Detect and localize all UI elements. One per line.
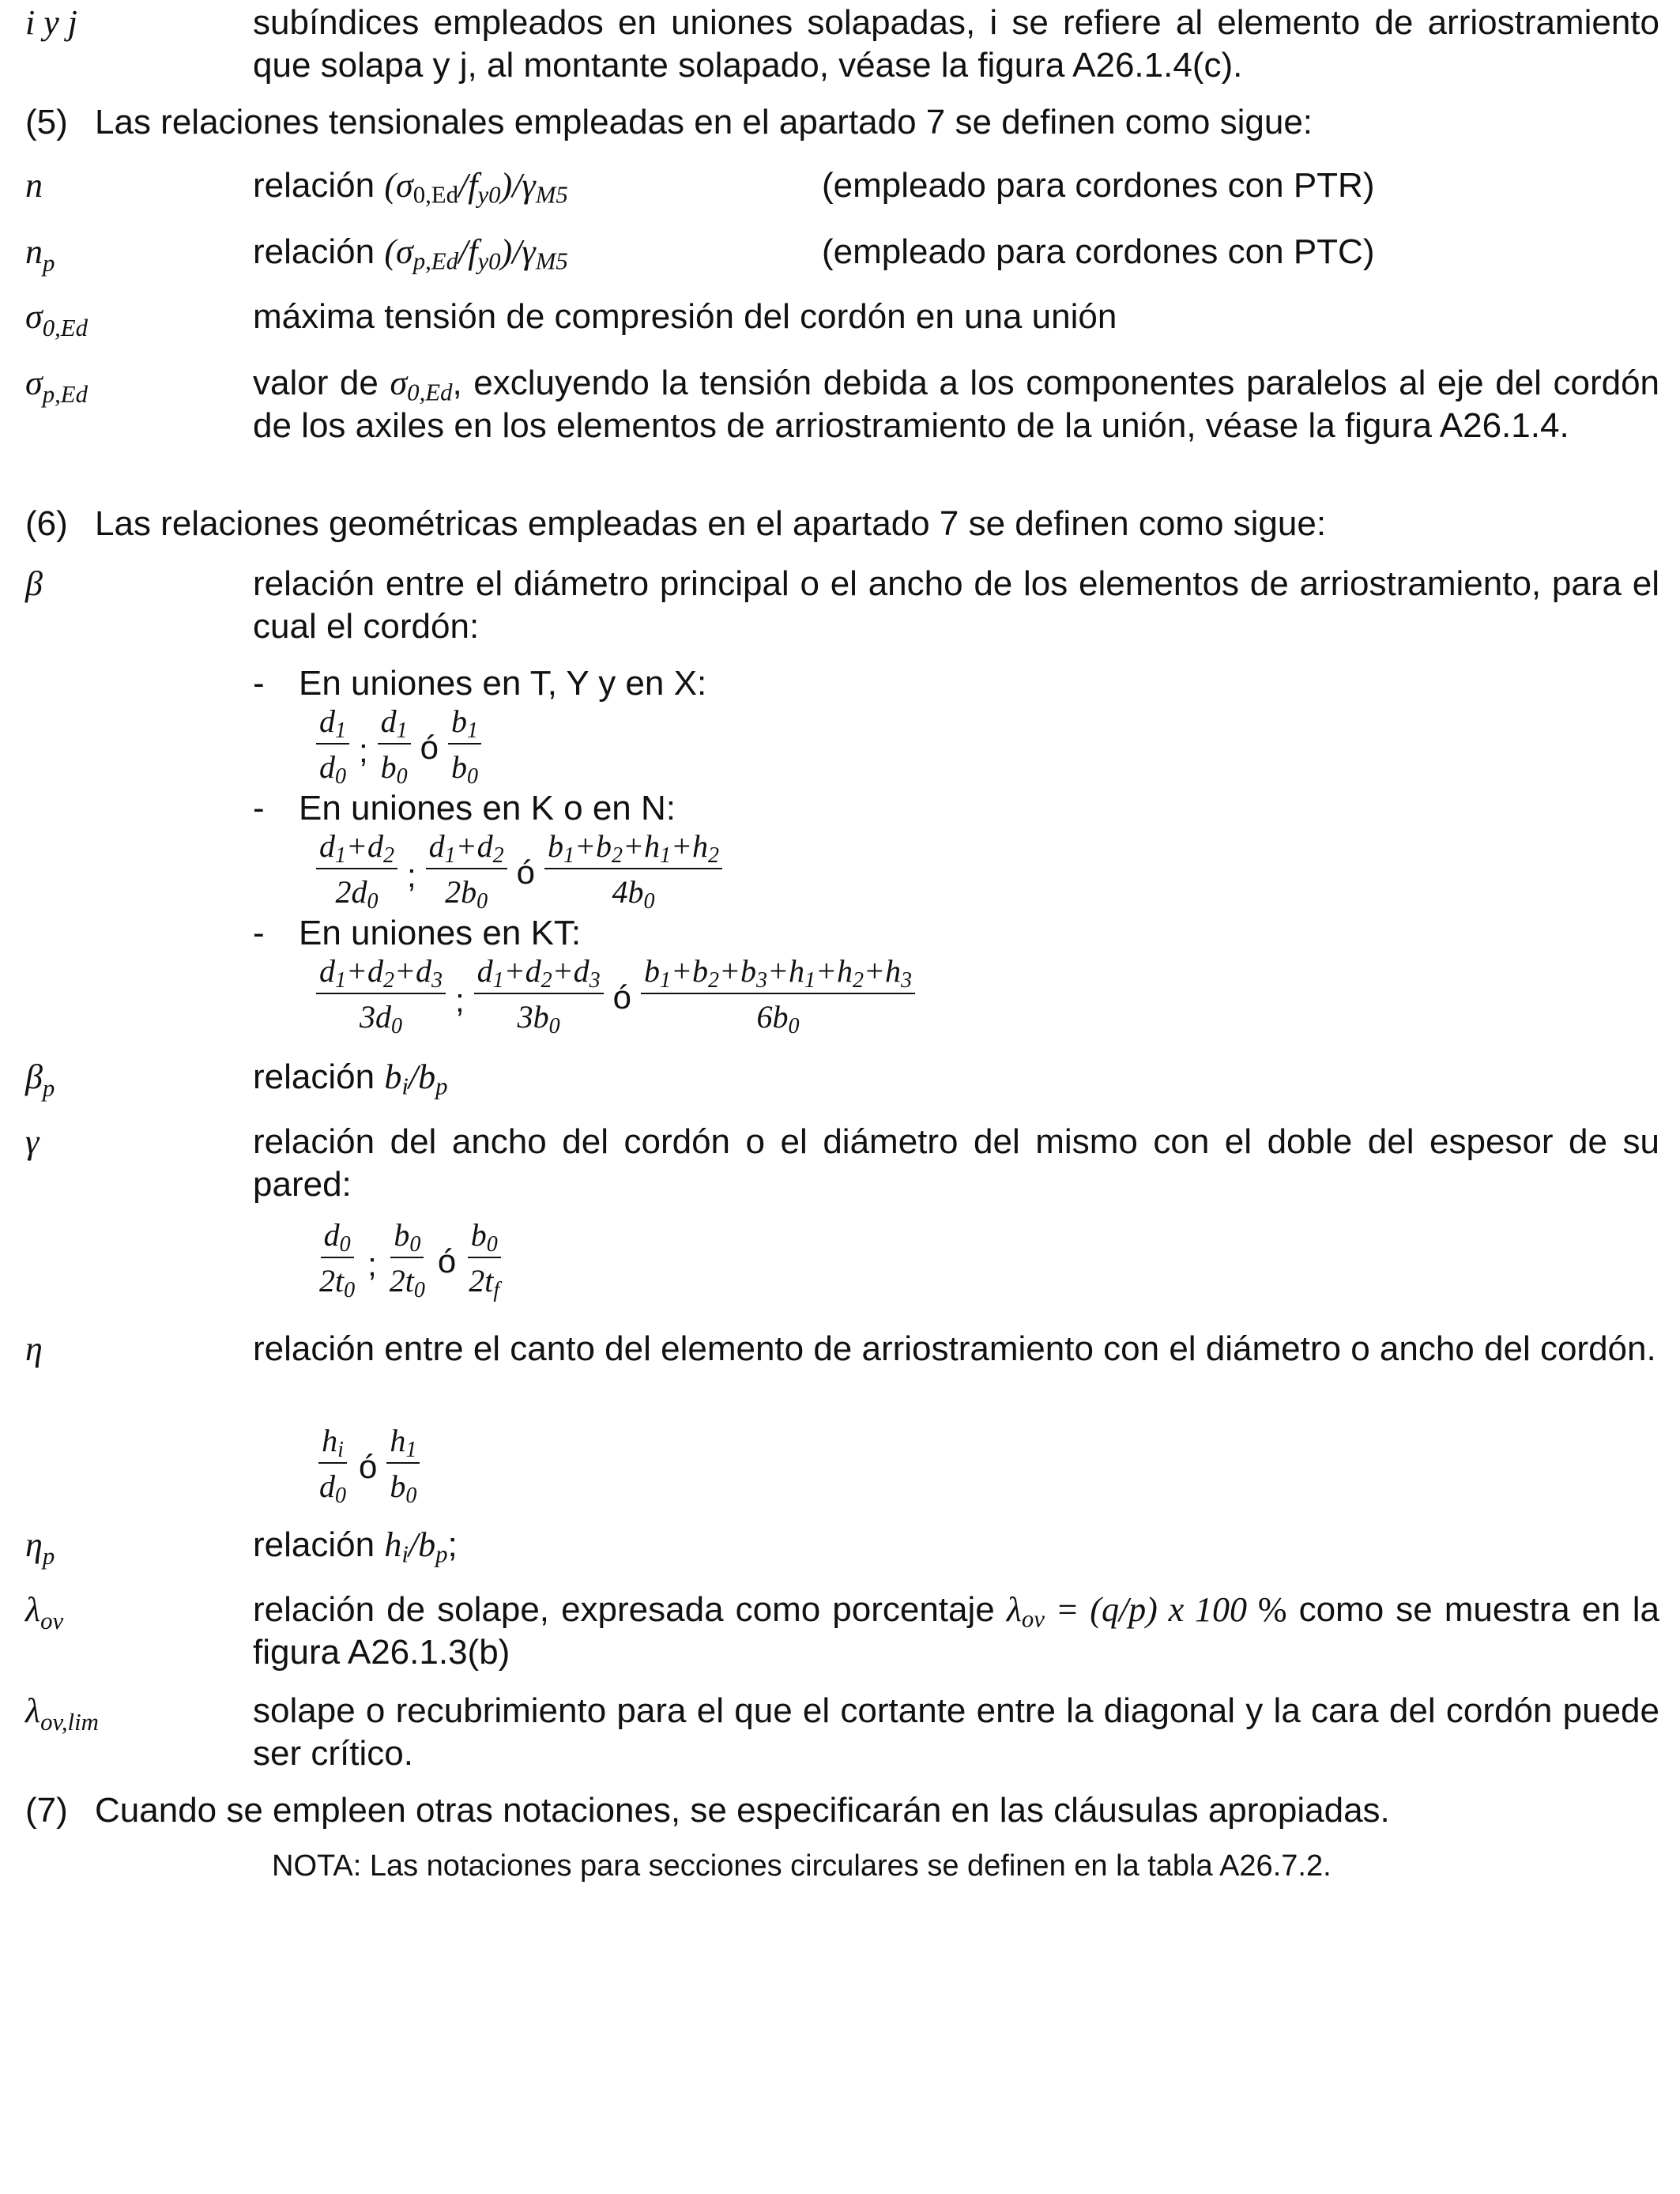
- formula-beta-kt: $\frac{d_1+d_2+d_3}{3d_0}$ ; $\frac{d_1+d_2+d_3}{3b_0}$ ó $\frac{b_1+b_2+b_3+h_1+h_2+h_3}{6b_0}$: [316, 953, 915, 1035]
- formula-eta: $\frac{h_i}{d_0}$ ó $\frac{h_1}{b_0}$: [316, 1423, 420, 1505]
- definition-lambda-ov: relación de solape, expresada como porcentaje $\lambda_{ov} = (q/p)$ x 100 % como se muestra en la figura A26.1.3(b): [253, 1590, 1659, 1672]
- bullet-kt: - En uniones en KT:: [253, 914, 582, 952]
- definition-sigma-0-ed: máxima tensión de compresión del cordón en una unión: [253, 297, 1117, 336]
- formula-n: $(\sigma_{0,Ed}/f_{y0})/\gamma_{M5}$: [384, 166, 568, 209]
- paragraph-7: (7) Cuando se empleen otras notaciones, se especificarán en las cláusulas apropiadas.: [25, 1791, 1390, 1830]
- symbol-gamma: γ: [25, 1122, 40, 1161]
- note-np: (empleado para cordones con PTC): [822, 232, 1375, 271]
- symbol-beta: β: [25, 564, 43, 603]
- symbol-sigma-p-ed: $\sigma_{p,Ed}$: [25, 364, 89, 408]
- paragraph-5: (5) Las relaciones tensionales empleadas en el apartado 7 se definen como sigue:: [25, 103, 1313, 141]
- definition-np: relación $(\sigma_{p,Ed}/f_{y0})/\gamma_{M5}$: [253, 232, 568, 275]
- symbol-lambda-ov-lim: $\lambda_{ov,lim}$: [25, 1691, 99, 1736]
- symbol-eta-p: $\eta_p$: [25, 1525, 55, 1570]
- symbol-n: n: [25, 166, 43, 205]
- definition-i-y-j: subíndices empleados en uniones solapadas, i se refiere al elemento de arriostramiento que solapa y j, al montante solapado, véase la figura A26.1.4(c).: [253, 3, 1659, 85]
- definition-n: relación $(\sigma_{0,Ed}/f_{y0})/\gamma_{M5}$: [253, 166, 568, 209]
- symbol-lambda-ov: $\lambda_{ov}$: [25, 1590, 64, 1634]
- symbol-i-y-j: i y j: [25, 3, 77, 42]
- definition-eta: relación entre el canto del elemento de arriostramiento con el diámetro o ancho del cordón.: [253, 1329, 1656, 1368]
- symbol-sigma-0-ed: $\sigma_{0,Ed}$: [25, 297, 89, 341]
- definition-beta: relación entre el diámetro principal o el ancho de los elementos de arriostramiento, para el cual el cordón:: [253, 564, 1659, 646]
- definition-eta-p: relación $h_i/b_p$;: [253, 1525, 458, 1568]
- paragraph-6: (6) Las relaciones geométricas empleadas en el apartado 7 se definen como sigue:: [25, 504, 1327, 543]
- symbol-np: $n_p$: [25, 232, 55, 277]
- formula-np: $(\sigma_{p,Ed}/f_{y0})/\gamma_{M5}$: [384, 232, 568, 275]
- note-circular-sections: NOTA: Las notaciones para secciones circulares se definen en la tabla A26.7.2.: [272, 1849, 1332, 1883]
- bullet-t-y-x: - En uniones en T, Y y en X:: [253, 664, 707, 703]
- definition-gamma: relación del ancho del cordón o el diámetro del mismo con el doble del espesor de su pared:: [253, 1122, 1659, 1204]
- formula-gamma: $\frac{d_0}{2t_0}$ ; $\frac{b_0}{2t_0}$ ó $\frac{b_0}{2t_f}$: [319, 1217, 500, 1302]
- symbol-eta: η: [25, 1329, 43, 1368]
- bullet-k-n: - En uniones en K o en N:: [253, 789, 676, 827]
- note-n: (empleado para cordones con PTR): [822, 166, 1375, 205]
- definition-lambda-ov-lim: solape o recubrimiento para el que el cortante entre la diagonal y la cara del cordón puede ser crítico.: [253, 1691, 1659, 1773]
- symbol-beta-p: $\beta_p$: [25, 1057, 55, 1102]
- definition-beta-p: relación $b_i/b_p$: [253, 1057, 448, 1100]
- definition-sigma-p-ed: valor de $\sigma_{0,Ed}$, excluyendo la tensión debida a los componentes paralelos al eje del cordón de los axiles en los elementos de arriostramiento de la unión, véase la figura A26.1.4.: [253, 364, 1660, 445]
- formula-beta-k-n: $\frac{d_1+d_2}{2d_0}$ ; $\frac{d_1+d_2}{2b_0}$ ó $\frac{b_1+b_2+h_1+h_2}{4b_0}$: [316, 828, 722, 910]
- formula-beta-t-y-x: $\frac{d_1}{d_0}$ ; $\frac{d_1}{b_0}$ ó $\frac{b_1}{b_0}$: [316, 703, 481, 786]
